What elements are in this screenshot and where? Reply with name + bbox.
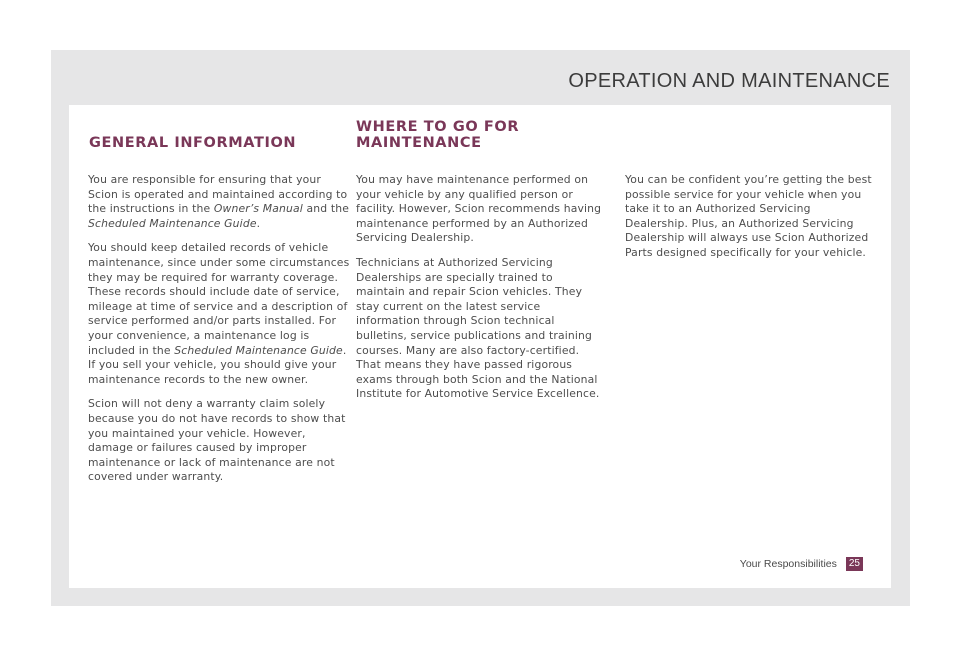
general-paragraph-2: You should keep detailed records of vehicle maintenance, since under some circumstances they may be required for warranty coverage. These records should include date of service, mileage at time of service and a description of service performed and/or parts installed. For your convenience, a maintenance log is included in the Scheduled Maintenance Guide. If you sell your vehicle, you should give your maintenance records to the new owner.: [88, 241, 350, 386]
content-panel: [69, 105, 891, 588]
where-paragraph-2: Technicians at Authorized Servicing Dealerships are specially trained to maintain and repair Scion vehicles. They stay current on the latest service information through Scion technical bulletins, service publications and training courses. Many are also factory-certified. That means they have passed rigorous exams through both Scion and the National Institute for Automotive Service Excellence.: [356, 255, 600, 401]
owners-manual-title: Owner’s Manual: [213, 202, 303, 216]
page-footer: [740, 557, 863, 571]
page-frame: [51, 50, 910, 606]
page-number-badge: 25: [846, 557, 863, 571]
where-to-go-heading: [356, 119, 519, 151]
where-paragraph-3: You can be confident you’re getting the best possible service for your vehicle when you take it to an Authorized Servicing Dealership. Plus, an Authorized Servicing Dealership will always use Scion Authorized Parts designed specifically for your vehicle.: [625, 173, 872, 259]
general-information-column: [88, 173, 354, 495]
general-paragraph-1: You are responsible for ensuring that your Scion is operated and maintained according to the instructions in the Owner’s Manual and the Scheduled Maintenance Guide.: [88, 173, 350, 230]
footer-section-label: Your Responsibilities: [739, 558, 837, 570]
where-to-go-column-continued: [625, 173, 875, 271]
general-information-heading: GENERAL INFORMATION: [89, 135, 297, 151]
where-heading-line-2: MAINTENANCE: [356, 135, 482, 151]
where-paragraph-1: You may have maintenance performed on your vehicle by any qualified person or facility. However, Scion recommends having maintenance performed by an Authorized Servicing Dealership.: [356, 173, 602, 245]
scheduled-maintenance-guide-title: Scheduled Maintenance Guide: [174, 343, 343, 357]
where-heading-line-1: WHERE TO GO FOR: [356, 119, 520, 135]
scheduled-maintenance-guide-title: Scheduled Maintenance Guide: [88, 216, 257, 230]
page-title: OPERATION AND MAINTENANCE: [568, 70, 890, 92]
general-paragraph-3: Scion will not deny a warranty claim solely because you do not have records to show that you maintained your vehicle. However, damage or failures caused by improper maintenance or lack of maintenance are not covered under warranty.: [88, 397, 346, 484]
where-to-go-column: [356, 173, 604, 412]
